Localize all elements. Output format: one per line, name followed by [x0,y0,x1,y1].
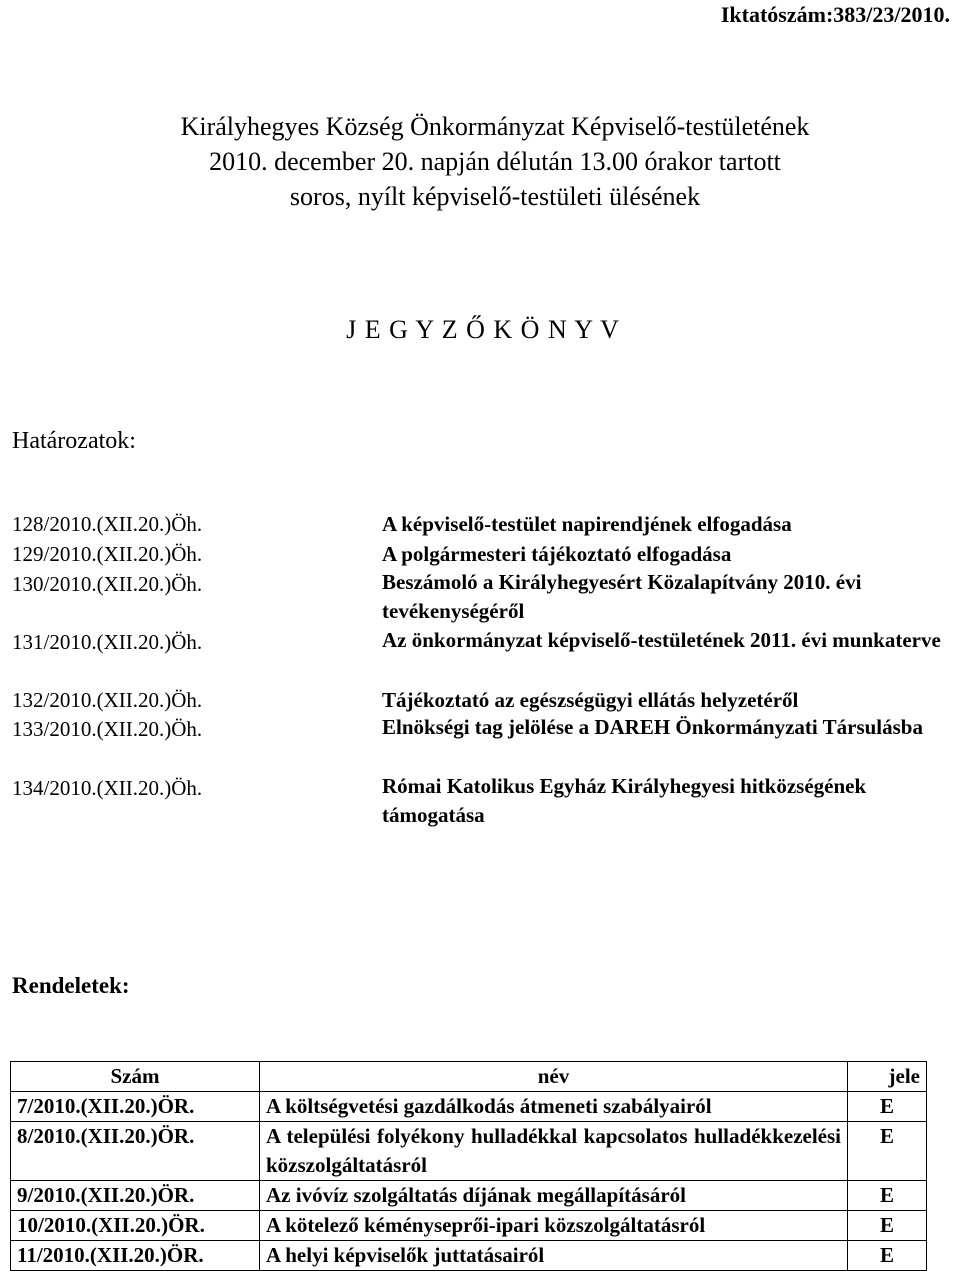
column-header-jele: jele [848,1062,927,1092]
resolutions-label: Határozatok: [12,428,136,454]
regulation-number: 7/2010.(XII.20.)ÖR. [11,1092,260,1122]
resolution-number: 132/2010.(XII.20.)Öh. [12,688,203,712]
registration-number: Iktatószám:383/23/2010. [720,2,950,27]
title-line-2: 2010. december 20. napján délután 13.00 órakor tartott [209,147,781,176]
regulation-number: 10/2010.(XII.20.)ÖR. [11,1211,260,1241]
table-row [11,1211,927,1241]
title-line-3: soros, nyílt képviselő-testületi ülésének [289,182,701,211]
resolution-number: 131/2010.(XII.20.)Öh. [12,630,203,654]
regulation-mark: E [848,1211,927,1241]
table-row [11,1181,927,1211]
resolution-text: Római Katolikus Egyház Királyhegyesi hitközségének támogatása [382,774,867,827]
regulation-name: A költségvetési gazdálkodás átmeneti szabályairól [260,1092,848,1122]
column-header-number: Szám [11,1062,260,1092]
table-row [11,1092,927,1122]
regulation-number: 11/2010.(XII.20.)ÖR. [11,1241,260,1271]
regulation-mark: E [848,1122,927,1181]
regulations-label: Rendeletek: [12,973,130,998]
table-row [11,1241,927,1271]
resolution-text: A képviselő-testület napirendjének elfogadása [382,512,792,536]
regulation-name: A kötelező kéményseprői-ipari közszolgáltatásról [260,1211,848,1241]
table-row [11,1122,927,1181]
resolution-number: 134/2010.(XII.20.)Öh. [12,776,203,800]
regulation-number: 8/2010.(XII.20.)ÖR. [11,1122,260,1181]
regulations-table [10,1061,927,1271]
title-line-1: Királyhegyes Község Önkormányzat Képviselő-testületének [180,112,810,141]
resolution-text: Elnökségi tag jelölése a DAREH Önkormányzati Társulásba [382,715,923,739]
regulation-name: A helyi képviselők juttatásairól [260,1241,848,1271]
regulation-mark: E [848,1181,927,1211]
resolution-number: 128/2010.(XII.20.)Öh. [12,512,203,536]
resolution-number: 130/2010.(XII.20.)Öh. [12,572,203,596]
regulation-name: Az ivóvíz szolgáltatás díjának megállapításáról [260,1181,848,1211]
resolution-number: 133/2010.(XII.20.)Öh. [12,717,203,741]
resolution-text: A polgármesteri tájékoztató elfogadása [382,542,732,566]
regulation-name: A települési folyékony hulladékkal kapcsolatos hulladékkezelési közszolgáltatásról [260,1122,848,1181]
resolution-text: Az önkormányzat képviselő-testületének 2011. évi munkaterve [382,628,941,652]
resolution-text: Tájékoztató az egészségügyi ellátás helyzetéről [382,688,799,712]
table-header-row [11,1062,927,1092]
column-header-name: név [260,1062,848,1092]
regulation-mark: E [848,1241,927,1271]
resolution-number: 129/2010.(XII.20.)Öh. [12,542,203,566]
regulation-mark: E [848,1092,927,1122]
resolution-text: Beszámoló a Királyhegyesért Közalapítvány 2010. évi tevékenységéről [382,570,862,623]
document-type-heading: J E G Y Z Ő K Ö N Y V [346,315,620,344]
regulation-number: 9/2010.(XII.20.)ÖR. [11,1181,260,1211]
